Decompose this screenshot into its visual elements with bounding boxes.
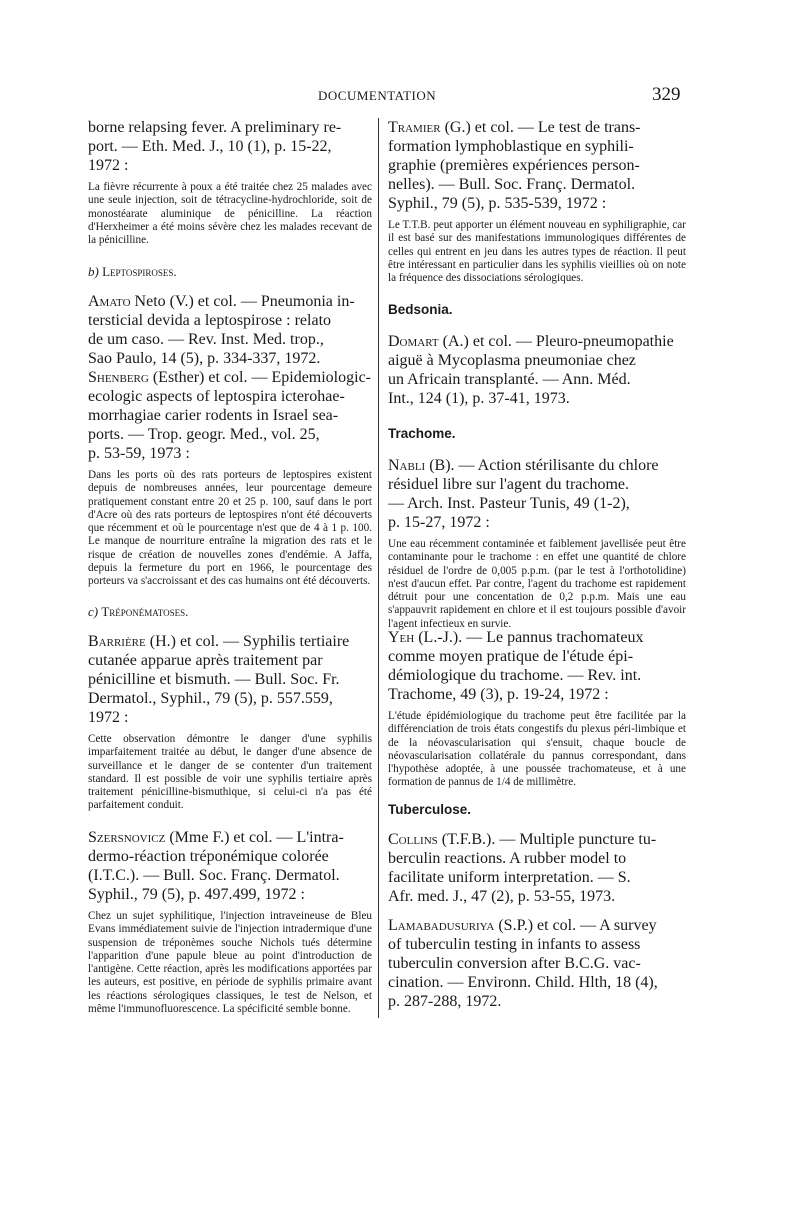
reference-citation: Shenberg (Esther) et col. — Epidemiologic- ecologic aspects of leptospira icterohae- morrhagiae carier rodents in Israel sea- ports. — Trop. geogr. Med., vol. 25, p. 53-59, 1973 : xyxy=(88,369,371,462)
subsection-heading: b) Leptospiroses. xyxy=(88,264,177,279)
reference-abstract: La fièvre récurrente à poux a été traitée chez 25 malades avec une seule injection, soit de tétracycline-hydrochloride, soit de monostéarate aluminique de pénicilline. La réaction d'Herxheimer a été moins sévère chez les malades recevant de la pénicilline. xyxy=(88,181,372,247)
reference-author: Yeh xyxy=(388,629,415,646)
reference-entry xyxy=(88,292,372,368)
reference-entry xyxy=(388,628,686,790)
section-heading: Bedsonia. xyxy=(388,302,453,317)
reference-citation: Tramier (G.) et col. — Le test de trans- formation lymphoblastique en syphili- graphie (premières expériences person- nelles). — Bull. Soc. Franç. Dermatol. Syphil., 79 (5), p. 535-539, 1972 : xyxy=(388,119,641,212)
reference-author: Lamabadusuriya xyxy=(388,917,495,934)
reference-author: Amato xyxy=(88,293,131,310)
page-header xyxy=(0,86,800,110)
reference-citation: Domart (A.) et col. — Pleuro-pneumopathie aiguë à Mycoplasma pneumoniae chez un Africain transplanté. — Ann. Méd. Int., 124 (1), p. 37-41, 1973. xyxy=(388,333,674,407)
section-heading: Tuberculose. xyxy=(388,802,472,817)
reference-entry xyxy=(88,368,372,589)
reference-entry xyxy=(388,118,686,285)
reference-abstract: Le T.T.B. peut apporter un élément nouveau en syphiligraphie, car il est basé sur des manifestations immunologiques différentes de celles qui entrent en jeu dans les autres types de réaction. Il peut être intéressant en particulier dans les syphilis vieillies où on note la fréquence des dissociations sérologiques. xyxy=(388,219,686,285)
reference-citation: Barrière (H.) et col. — Syphilis tertiaire cutanée apparue après traitement par pénicilline et bismuth. — Bull. Soc. Fr. Dermatol., Syphil., 79 (5), p. 557.559, 1972 : xyxy=(88,633,350,726)
column-divider xyxy=(378,118,379,1018)
reference-author: Szersnovicz xyxy=(88,829,166,846)
reference-citation: borne relapsing fever. A preliminary re- port. — Eth. Med. J., 10 (1), p. 15-22, 1972 : xyxy=(88,119,342,174)
reference-citation: Lamabadusuriya (S.P.) et col. — A survey of tuberculin testing in infants to assess tuberculin conversion after B.C.G. vac- cination. — Environn. Child. Hlth, 18 (4), p. 287-288, 1972. xyxy=(388,917,658,1010)
reference-abstract: Dans les ports où des rats porteurs de leptospires existent depuis de nombreuses années, leur pourcentage demeure pratiquement constant entre 20 et 25 p. 100, sauf dans le port d'Acre où des rats porteurs de leptospires n'ont été découverts que récemment et où le pourcentage n'est que de 4 à 1 p. 100. Le manque de nourriture entraîne la migration des rats et le risque de création de nouvelles zones d'endémie. A Jaffa, depuis la fermeture du port en 1966, le pourcentage des porteurs va s'accroissant et des cas humains ont été découverts. xyxy=(88,469,372,588)
reference-entry xyxy=(88,632,372,813)
page-number: 329 xyxy=(652,84,681,105)
reference-author: Domart xyxy=(388,333,439,350)
reference-author: Tramier xyxy=(388,119,441,136)
reference-abstract: Une eau récemment contaminée et faiblement javellisée peut être contaminante pour le trachome : en effet une quantité de chlore résiduel de l'ordre de 0,005 p.p.m. (par le test à l'orthotolidine) n'est d'aucun effet. Par contre, l'agent du trachome est rapidement détruit pour une concentation de 0,2 p.p.m. Mais une eau s'appauvrit rapidement en chlore et il est toujours possible d'avoir l'agent infectieux en survie. xyxy=(388,538,686,630)
reference-citation: Amato Neto (V.) et col. — Pneumonia in- tersticial devida a leptospirose : relato de um caso. — Rev. Inst. Med. trop., Sao Paulo, 14 (5), p. 334-337, 1972. xyxy=(88,293,355,367)
reference-citation: Nabli (B). — Action stérilisante du chlore résiduel libre sur l'agent du trachome. — Arch. Inst. Pasteur Tunis, 49 (1-2), p. 15-27, 1972 : xyxy=(388,457,659,531)
reference-citation: Collins (T.F.B.). — Multiple puncture tu- berculin reactions. A rubber model to facilitate uniform interpretation. — S. Afr. med. J., 47 (2), p. 53-55, 1973. xyxy=(388,831,657,905)
reference-entry xyxy=(88,118,372,247)
section-heading: Trachome. xyxy=(388,426,456,441)
reference-author: Shenberg xyxy=(88,369,149,386)
reference-entry xyxy=(388,916,686,1011)
reference-abstract: Cette observation démontre le danger d'une syphilis imparfaitement traitée au début, le danger d'une absence de surveillance et le danger de se contenter d'un traitement standard. Il est possible de voir une syphilis tertiaire après traitement pénicilline-bismuthique, si celui-ci n'a pas été parfaitement conduit. xyxy=(88,733,372,812)
reference-entry xyxy=(388,332,686,408)
running-title: DOCUMENTATION xyxy=(318,88,437,103)
reference-abstract: Chez un sujet syphilitique, l'injection intraveineuse de Bleu Evans immédiatement suivie de l'injection intradermique d'une suspension de tréponèmes souche Nichols tués détermine l'apparition d'une papule bleue au point d'introduction de l'antigène. Cette réaction, après les modifications apportées par les auteurs, est positive, en période de syphilis primaire avant les réactions sérologiques classiques, le test de Nelson, et même l'immunofluorescence. La spécificité semble bonne. xyxy=(88,910,372,1016)
reference-citation: Szersnovicz (Mme F.) et col. — L'intra- dermo-réaction tréponémique colorée (I.T.C.). — Bull. Soc. Franç. Dermatol. Syphil., 79 (5), p. 497.499, 1972 : xyxy=(88,829,344,903)
reference-entry xyxy=(388,456,686,631)
reference-author: Nabli xyxy=(388,457,426,474)
reference-abstract: L'étude épidémiologique du trachome peut être facilitée par la différenciation de trois états congestifs du plexus péri-limbique et de la néovascularisation qui s'ensuit, chaque boucle de néovascularisation collatérale du pannus correspondant, dans l'hypothèse adoptée, à une poussée trachomateuse, et à une formation de pannus de 1/4 de millimètre. xyxy=(388,710,686,789)
reference-citation: Yeh (L.-J.). — Le pannus trachomateux comme moyen pratique de l'étude épi- démiologique du trachome. — Rev. int. Trachome, 49 (3), p. 19-24, 1972 : xyxy=(388,629,644,703)
reference-author: Barrière xyxy=(88,633,146,650)
subsection-heading: c) Tréponématoses. xyxy=(88,604,189,619)
reference-author: Collins xyxy=(388,831,438,848)
reference-entry xyxy=(388,830,686,906)
reference-entry xyxy=(88,828,372,1016)
